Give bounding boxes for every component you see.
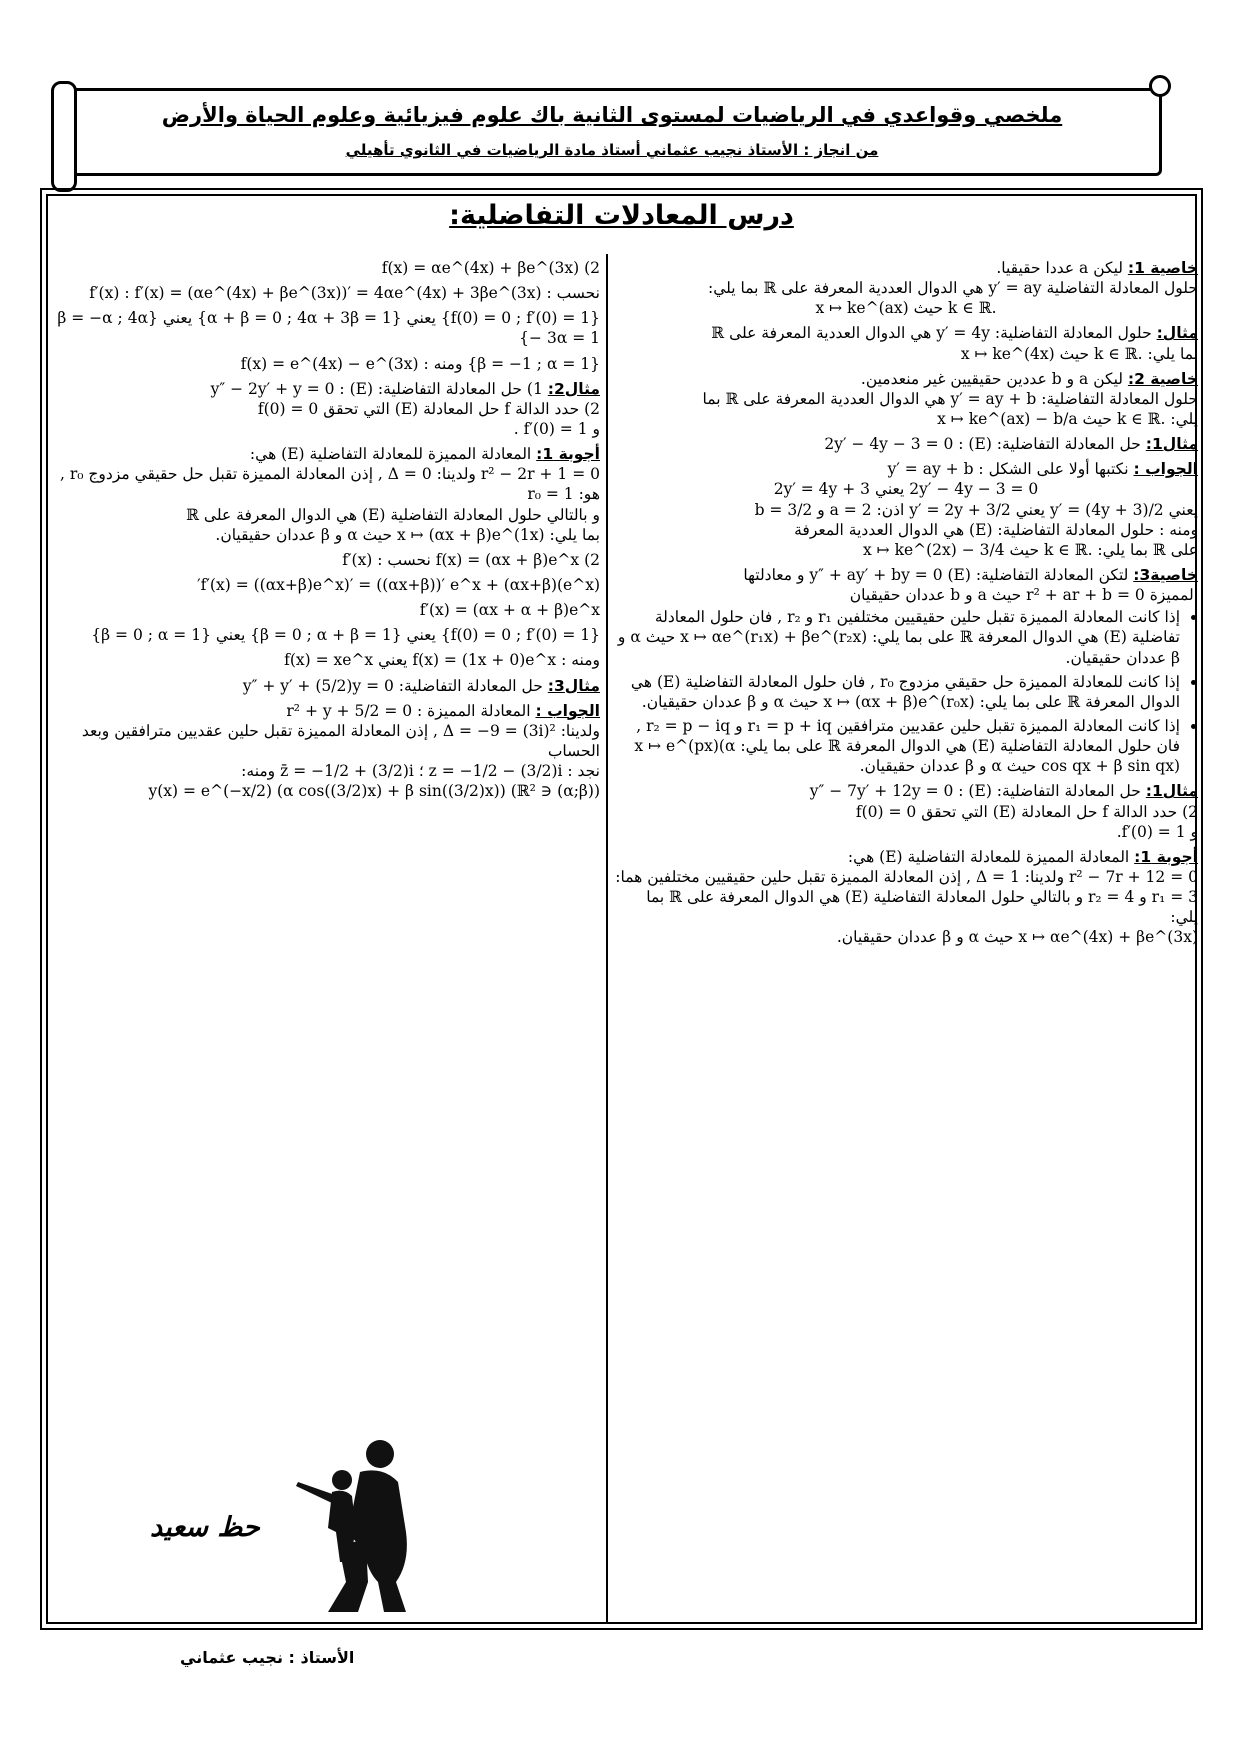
line-2: نحسب : f′(x) : f′(x) = (αe^(4x) + βe^(3x))′ = 4αe^(4x) + 3βe^(3x) [89,284,600,303]
property-3-text1: لتكن المعادلة التفاضلية: (E) y″ + ay′ + by = 0 و معادلتها [743,565,1129,584]
example-2-text2: 2) حدد الدالة f حل المعادلة (E) التي تحقق f(0) = 0 [257,399,600,418]
line-4: {β = −1 ; α = 1} ومنه : f(x) = e^(4x) − e^(3x) [240,354,600,373]
property-3-title: خاصية3: [1133,565,1198,584]
solution-2-title: أجوبة 1: [536,445,600,464]
example-1-title: مثال1: [1145,435,1198,454]
line-1: f(x) = αe^(4x) + βe^(3x) (2 [381,259,600,277]
example-3-title: مثال3: [547,676,600,695]
answer-3 [52,701,600,802]
example-1-1-text1: حل المعادلة التفاضلية: (E) : y″ − 7y′ + 12y = 0 [809,782,1141,801]
footer-author: الأستاذ : نجيب عثماني [180,1648,355,1667]
property-2-text3: يلي: .k ∈ ℝ حيث x ↦ ke^(ax) − b/a [937,409,1198,428]
example-1-1-title: مثال1: [1145,782,1198,801]
example-3-text: حل المعادلة التفاضلية: y″ + y′ + (5/2)y = 0 [242,676,543,695]
property-3 [614,565,1198,776]
example-2-text3: و f′(0) = 1 . [513,419,600,438]
case-complex-roots: • إذا كانت المعادلة المميزة تقبل حلين عقديين مترافقين r₁ = p + iq و r₂ = p − iq , فان حلول المعادلة التفاضلية (E) هي الدوال المعرفة ℝ على بما يلي: x ↦ e^(px)(α cos qx + β sin qx) حيث α و β عددان حقيقيان. [614,716,1180,776]
case-double-root: • إذا كانت للمعادلة المميزة حل حقيقي مزدوج r₀ , فان حلول المعادلة التفاضلية (E) هي الدوال المعرفة ℝ على بما يلي: x ↦ (αx + β)e^(r₀x) حيث α و β عددان حقيقيان. [614,672,1180,712]
example-3 [52,676,600,696]
example-1-1 [614,781,1198,841]
line-9: ومنه : f(x) = (1x + 0)e^x يعني f(x) = xe^x [284,651,600,670]
header-scroll [62,88,1162,176]
column-divider [606,254,608,1624]
solution-1-text3: x ↦ αe^(4x) + βe^(3x) حيث α و β عددان حقيقيان. [836,928,1198,947]
example-text1: حلول المعادلة التفاضلية: y′ = 4y هي الدوال العددية المعرفة على ℝ [711,324,1152,343]
property-2-title: خاصية 2: [1127,369,1198,388]
example-title: مثال: [1156,324,1198,343]
right-column [614,258,1198,953]
line-6: f′(x) = ((αx+β)e^x)′ = ((αx+β))′ e^x + (αx+β)(e^x)′ [197,575,600,594]
answer-1-text5: على ℝ بما يلي: .k ∈ ℝ حيث x ↦ ke^(2x) − 3/4 [863,540,1198,559]
example-2 [52,379,600,439]
property-1 [614,258,1198,318]
answer-1-text1: نكتبها أولا على الشكل : y′ = ay + b [887,460,1129,479]
property-1-text1: ليكن a عددا حقيقيا. [996,259,1123,277]
example [614,323,1198,363]
example-2-title: مثال2: [547,379,600,398]
example-text2: بما يلي: .k ∈ ℝ حيث x ↦ ke^(4x) [960,344,1198,363]
solution-2-text4: بما يلي: x ↦ (αx + β)e^(1x) حيث α و β عددان حقيقيان. [215,525,600,544]
solution-2-text2: r² − 2r + 1 = 0 ولدينا: Δ = 0 , إذن المعادلة المميزة تقبل حل حقيقي مزدوج r₀ , هو: r₀ = 1 [60,465,600,504]
good-luck-text: حظ سعيد [150,1512,260,1543]
line-7: f′(x) = (αx + α + β)e^x [419,601,600,620]
solution-2 [52,444,600,545]
answer-3-text2: ولدينا: Δ = −9 = (3i)² , إذن المعادلة المميزة تقبل حلين عقديين مترافقين وبعد الحساب [81,721,600,760]
solution-2-text1: المعادلة المميزة للمعادلة التفاضلية (E) هي: [249,445,532,464]
example-2-text1: 1) حل المعادلة التفاضلية: (E) : y″ − 2y′ + y = 0 [210,379,543,398]
property-3-cases [614,607,1198,776]
property-2-text1: ليكن a و b عددين حقيقيين غير منعدمين. [860,369,1123,388]
answer-1-title: الجواب : [1133,460,1198,479]
property-2 [614,369,1198,429]
property-1-title: خاصية 1: [1127,259,1198,277]
left-column [52,258,600,806]
property-3-text2: المميزة r² + ar + b = 0 حيث a و b عددان حقيقيان [849,586,1198,605]
solution-2-text3: و بالتالي حلول المعادلة التفاضلية (E) هي الدوال المعرفة على ℝ [186,505,600,524]
answer-3-title: الجواب : [535,701,600,720]
example-1-text: حل المعادلة التفاضلية: (E) : 2y′ − 4y − 3 = 0 [824,435,1141,454]
author-line: من انجاز : الأستاذ نجيب عثماني أستاذ مادة الرياضيات في الثانوي تأهيلي [345,141,879,159]
answer-1-text4: ومنه : حلول المعادلة التفاضلية: (E) هي الدوال العددية المعرفة [794,520,1198,539]
answer-3-text1: المعادلة المميزة : r² + y + 5/2 = 0 [286,701,531,720]
solution-1 [614,847,1198,948]
line-8: {f(0) = 0 ; f′(0) = 1} يعني {β = 0 ; α + β = 1} يعني {β = 0 ; α = 1} [91,626,600,645]
solution-1-text1: المعادلة المميزة للمعادلة التفاضلية (E) هي: [847,847,1130,866]
lesson-title: درس المعادلات التفاضلية: [449,200,794,231]
answer-3-text3: نجد : z = −1/2 − (3/2)i ؛ z̄ = −1/2 + (3/2)i ومنه: [241,762,600,781]
example-1-1-text2: 2) حدد الدالة f حل المعادلة (E) التي تحقق f(0) = 0 [855,802,1198,821]
solution-1-title: أجوبة 1: [1134,847,1198,866]
example-1 [614,434,1198,454]
father-child-silhouette-icon [288,1432,448,1617]
answer-1 [614,459,1198,560]
solution-1-text2: r² − 7r + 12 = 0 ولدينا: Δ = 1 , إذن المعادلة المميزة تقبل حلين حقيقيين مختلفين هما: r₁ = 3 و r₂ = 4 و بالتالي حلول المعادلة التفاضلية (E) هي الدوال المعرفة على ℝ بما يلي: [615,867,1198,927]
property-1-text2: حلول المعادلة التفاضلية y′ = ay هي الدوال العددية المعرفة على ℝ بما يلي: [707,279,1198,298]
answer-1-text3: يعني y′ = (4y + 3)/2 يعني y′ = 2y + 3/2 اذن: a = 2 و b = 3/2 [754,500,1198,519]
line-3: {f(0) = 0 ; f′(0) = 1} يعني {α + β = 0 ; 4α + 3β = 1} يعني {β = −α ; 4α − 3α = 1} [57,309,600,348]
document-title: ملخصي وقواعدي في الرياضيات لمستوى الثانية باك علوم فيزيائية وعلوم الحياة والأرض [161,103,1063,127]
case-two-real-roots: • إذا كانت المعادلة المميزة تقبل حلين حقيقيين مختلفين r₁ و r₂ , فان حلول المعادلة تفاضلية (E) هي الدوال المعرفة ℝ على بما يلي: x ↦ αe^(r₁x) + βe^(r₂x) حيث α و β عددان حقيقيان. [614,607,1180,667]
property-2-text2: حلول المعادلة التفاضلية: y′ = ay + b هي الدوال العددية المعرفة على ℝ بما [702,389,1198,408]
line-5: f(x) = (αx + β)e^x (2 نحسب : f′(x) [342,550,600,569]
answer-1-text2: 2y′ − 4y − 3 = 0 يعني 2y′ = 4y + 3 [773,480,1039,499]
example-1-1-text3: و f′(0) = 1. [1116,822,1198,841]
answer-3-text4: ((α;β) ∈ ℝ²) y(x) = e^(−x/2) (α cos((3/2)x) + β sin((3/2)x)) [148,782,600,801]
property-1-text3: .k ∈ ℝ حيث x ↦ ke^(ax) [815,299,997,318]
